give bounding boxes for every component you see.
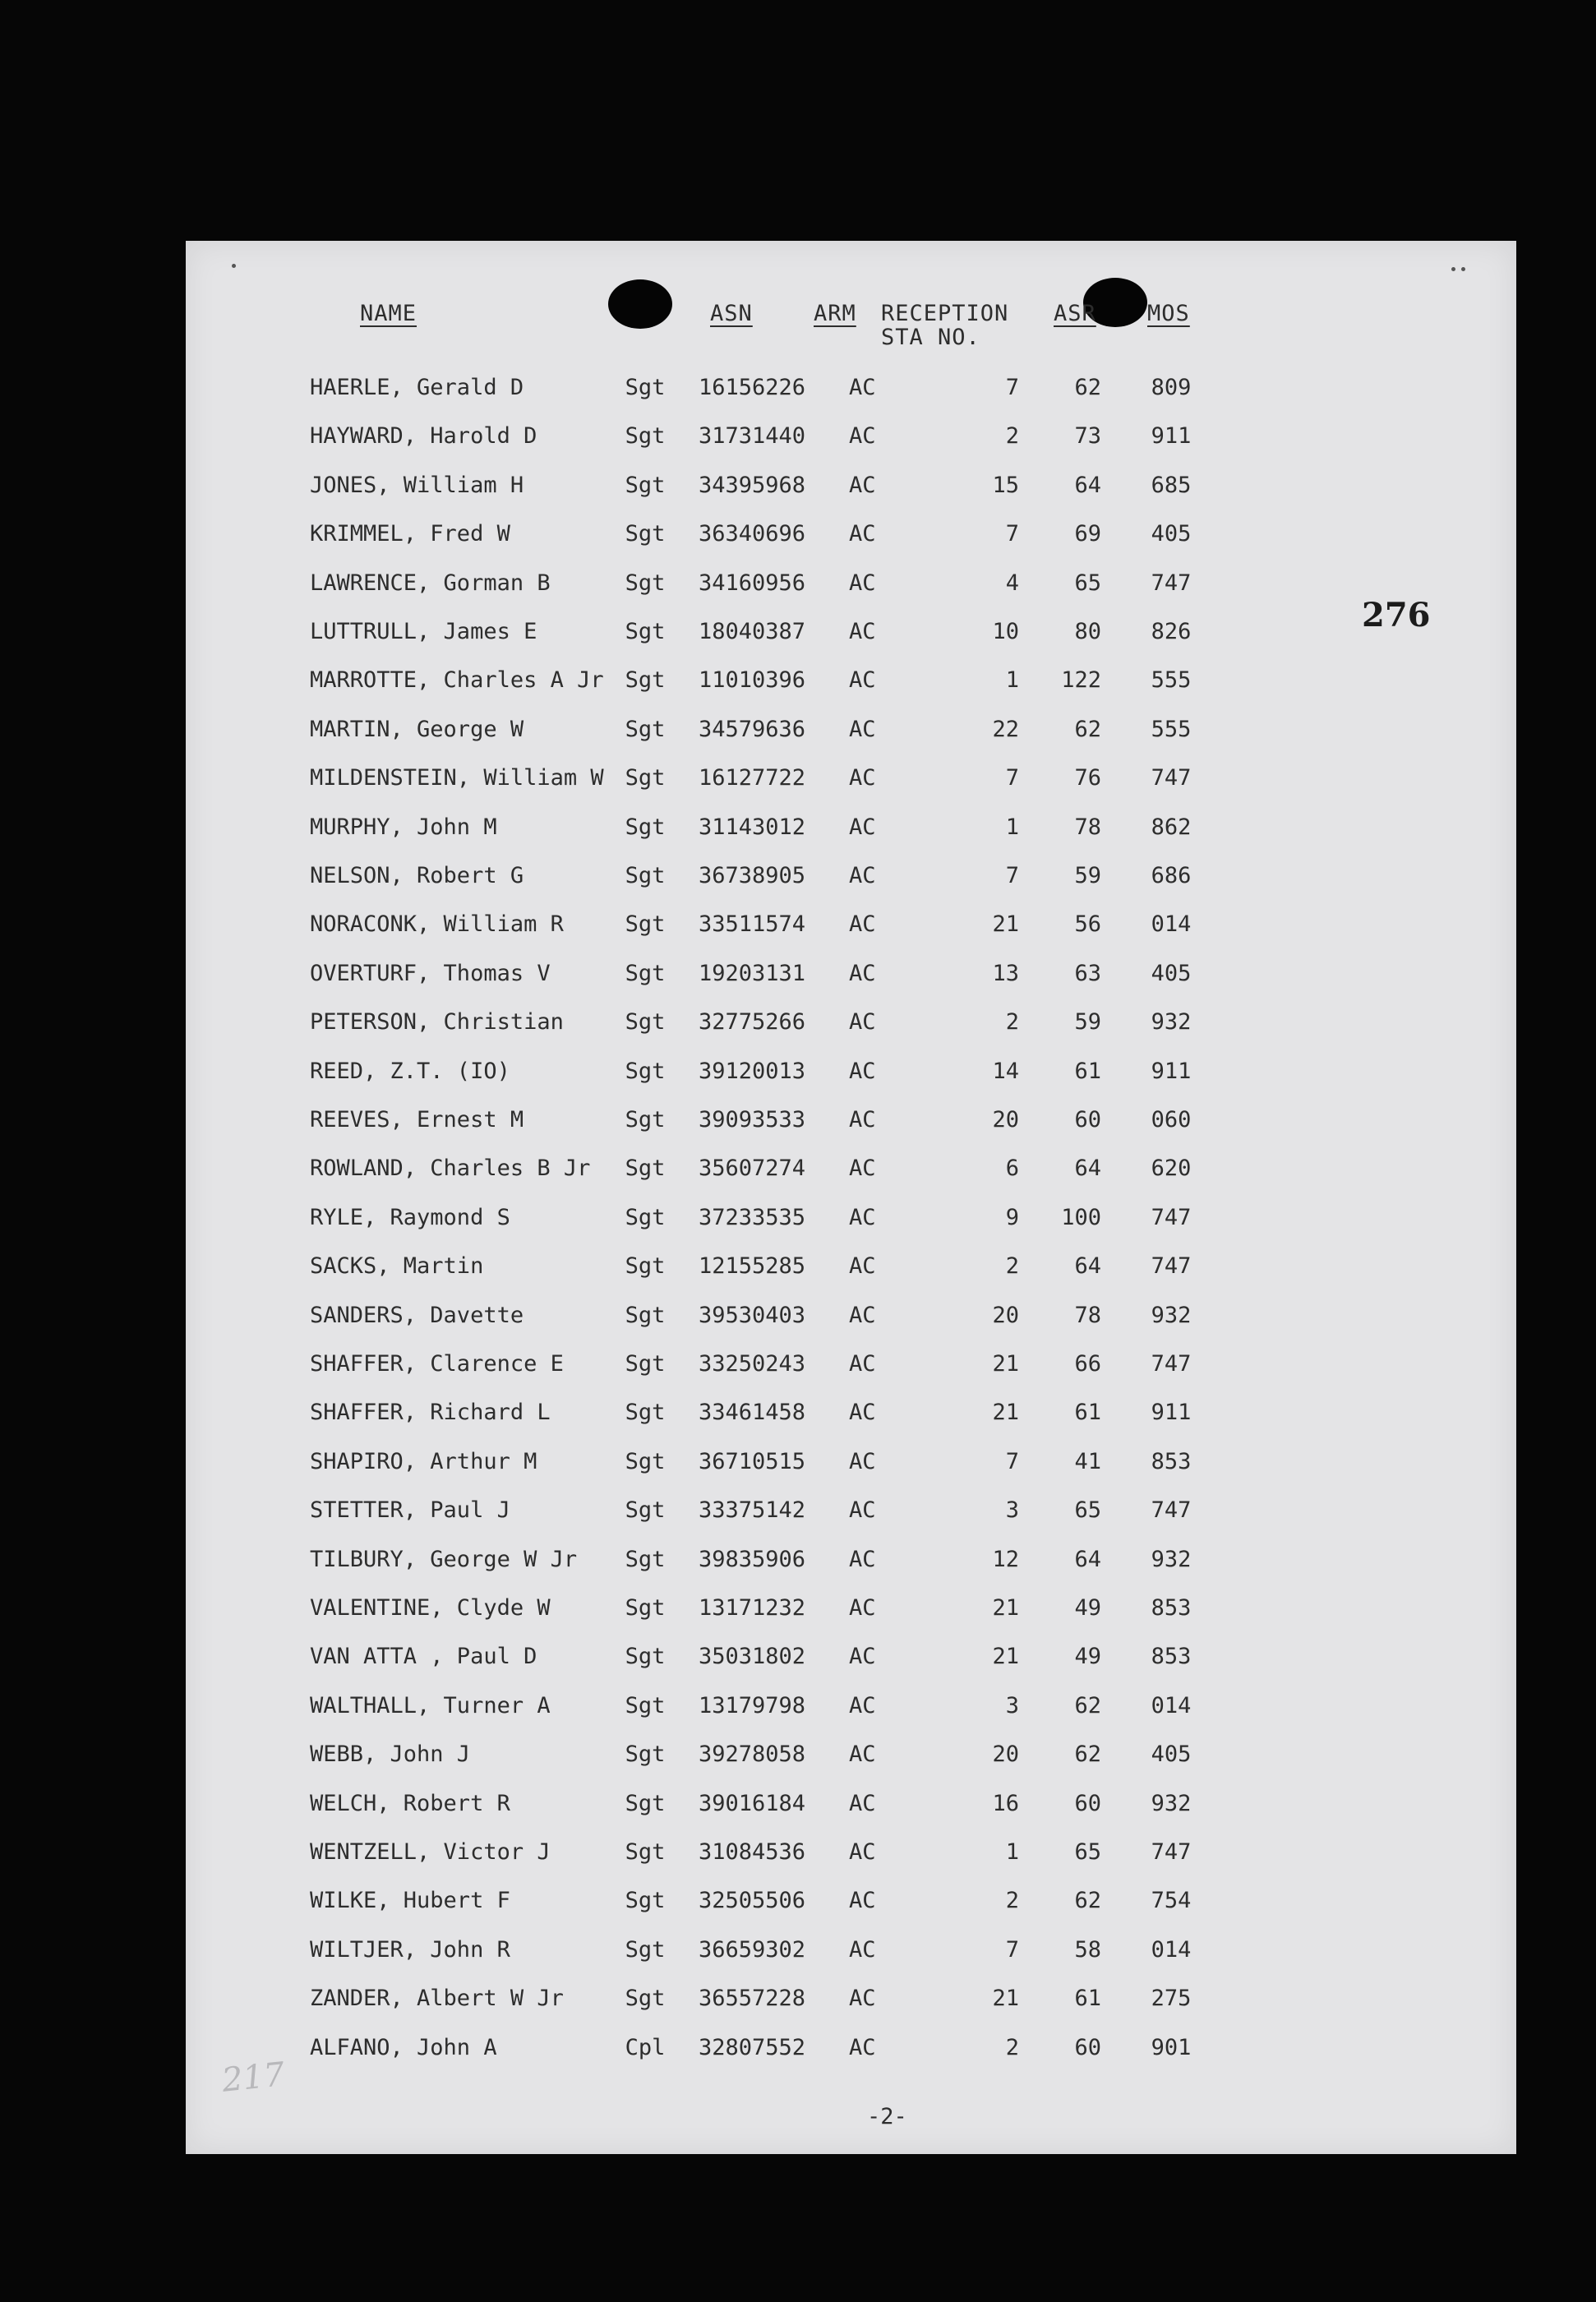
cell-grade: Sgt (625, 1888, 666, 1913)
cell-sta-no: 20 (992, 1107, 1019, 1133)
cell-name: REED, Z.T. (IO) (310, 1059, 510, 1084)
cell-arm: AC (849, 1693, 876, 1718)
cell-asr: 62 (1074, 717, 1101, 742)
cell-asr: 64 (1074, 1156, 1101, 1181)
cell-name: ZANDER, Albert W Jr (310, 1986, 564, 2011)
cell-asr: 69 (1074, 521, 1101, 547)
cell-mos: 932 (1151, 1547, 1192, 1572)
cell-name: JONES, William H (310, 473, 524, 498)
cell-arm: AC (849, 1937, 876, 1963)
cell-mos: 405 (1151, 521, 1192, 547)
header-arm: ARM (814, 301, 856, 326)
cell-mos: 911 (1151, 1400, 1192, 1425)
cell-name: NELSON, Robert G (310, 863, 524, 888)
cell-name: LAWRENCE, Gorman B (310, 570, 551, 596)
cell-mos: 275 (1151, 1986, 1192, 2011)
cell-asr: 56 (1074, 911, 1101, 937)
paper-speck (232, 264, 236, 268)
cell-name: KRIMMEL, Fred W (310, 521, 510, 547)
cell-asn: 34579636 (699, 717, 806, 742)
cell-arm: AC (849, 1156, 876, 1181)
cell-arm: AC (849, 717, 876, 742)
cell-grade: Sgt (625, 961, 666, 986)
cell-mos: 862 (1151, 814, 1192, 840)
cell-asn: 31084536 (699, 1839, 806, 1865)
cell-name: SHAPIRO, Arthur M (310, 1449, 537, 1474)
cell-name: WEBB, John J (310, 1741, 471, 1767)
cell-asr: 64 (1074, 473, 1101, 498)
cell-asn: 31143012 (699, 814, 806, 840)
cell-asn: 36738905 (699, 863, 806, 888)
cell-arm: AC (849, 814, 876, 840)
cell-sta-no: 7 (1005, 1937, 1019, 1963)
cell-asn: 18040387 (699, 619, 806, 644)
cell-asn: 31731440 (699, 423, 806, 449)
cell-sta-no: 3 (1005, 1497, 1019, 1523)
cell-mos: 932 (1151, 1303, 1192, 1328)
cell-grade: Sgt (625, 1059, 666, 1084)
cell-name: WALTHALL, Turner A (310, 1693, 551, 1718)
cell-sta-no: 7 (1005, 765, 1019, 791)
cell-grade: Sgt (625, 1156, 666, 1181)
cell-sta-no: 20 (992, 1303, 1019, 1328)
cell-name: OVERTURF, Thomas V (310, 961, 551, 986)
cell-asn: 36710515 (699, 1449, 806, 1474)
cell-grade: Sgt (625, 1351, 666, 1377)
cell-asr: 61 (1074, 1986, 1101, 2011)
cell-asr: 66 (1074, 1351, 1101, 1377)
cell-arm: AC (849, 1107, 876, 1133)
cell-asn: 11010396 (699, 667, 806, 693)
cell-mos: 747 (1151, 765, 1192, 791)
cell-asr: 78 (1074, 1303, 1101, 1328)
cell-mos: 826 (1151, 619, 1192, 644)
cell-mos: 853 (1151, 1595, 1192, 1621)
cell-asn: 33375142 (699, 1497, 806, 1523)
cell-grade: Sgt (625, 1986, 666, 2011)
cell-asr: 80 (1074, 619, 1101, 644)
cell-name: NORACONK, William R (310, 911, 564, 937)
cell-mos: 853 (1151, 1644, 1192, 1669)
cell-grade: Sgt (625, 1497, 666, 1523)
cell-mos: 014 (1151, 1937, 1192, 1963)
cell-grade: Sgt (625, 814, 666, 840)
cell-arm: AC (849, 375, 876, 400)
cell-asn: 34160956 (699, 570, 806, 596)
cell-arm: AC (849, 765, 876, 791)
cell-sta-no: 21 (992, 911, 1019, 937)
cell-mos: 747 (1151, 1253, 1192, 1279)
cell-mos: 620 (1151, 1156, 1192, 1181)
cell-asr: 65 (1074, 1839, 1101, 1865)
paper-speck (1451, 267, 1455, 271)
header-mos: MOS (1147, 301, 1190, 326)
header-name: NAME (360, 301, 417, 326)
cell-arm: AC (849, 1986, 876, 2011)
cell-arm: AC (849, 1059, 876, 1084)
cell-arm: AC (849, 521, 876, 547)
cell-asn: 36340696 (699, 521, 806, 547)
cell-name: TILBURY, George W Jr (310, 1547, 578, 1572)
cell-sta-no: 2 (1005, 1888, 1019, 1913)
cell-asn: 37233535 (699, 1205, 806, 1230)
cell-sta-no: 22 (992, 717, 1019, 742)
cell-arm: AC (849, 2035, 876, 2060)
cell-asn: 32775266 (699, 1009, 806, 1035)
cell-sta-no: 16 (992, 1791, 1019, 1816)
cell-sta-no: 7 (1005, 1449, 1019, 1474)
cell-mos: 060 (1151, 1107, 1192, 1133)
cell-arm: AC (849, 1303, 876, 1328)
cell-grade: Sgt (625, 1253, 666, 1279)
header-asn: ASN (710, 301, 753, 326)
cell-asr: 59 (1074, 1009, 1101, 1035)
cell-name: MILDENSTEIN, William W (310, 765, 604, 791)
cell-name: HAERLE, Gerald D (310, 375, 524, 400)
cell-arm: AC (849, 1009, 876, 1035)
page-number: -2- (867, 2104, 907, 2129)
cell-sta-no: 2 (1005, 1253, 1019, 1279)
header-reception: RECEPTION (881, 301, 1009, 326)
cell-name: VAN ATTA , Paul D (310, 1644, 537, 1669)
cell-asr: 59 (1074, 863, 1101, 888)
cell-asn: 36557228 (699, 1986, 806, 2011)
cell-asr: 122 (1061, 667, 1101, 693)
cell-name: LUTTRULL, James E (310, 619, 537, 644)
cell-arm: AC (849, 619, 876, 644)
cell-arm: AC (849, 1888, 876, 1913)
cell-asn: 39120013 (699, 1059, 806, 1084)
cell-arm: AC (849, 1791, 876, 1816)
cell-asn: 33250243 (699, 1351, 806, 1377)
cell-mos: 686 (1151, 863, 1192, 888)
cell-name: VALENTINE, Clyde W (310, 1595, 551, 1621)
cell-grade: Sgt (625, 570, 666, 596)
cell-sta-no: 4 (1005, 570, 1019, 596)
cell-mos: 014 (1151, 911, 1192, 937)
header-sta-no: STA NO. (881, 325, 980, 350)
cell-sta-no: 1 (1005, 1839, 1019, 1865)
cell-sta-no: 9 (1005, 1205, 1019, 1230)
cell-name: ROWLAND, Charles B Jr (310, 1156, 591, 1181)
cell-asn: 12155285 (699, 1253, 806, 1279)
cell-grade: Sgt (625, 423, 666, 449)
cell-grade: Sgt (625, 911, 666, 937)
cell-arm: AC (849, 473, 876, 498)
cell-mos: 685 (1151, 473, 1192, 498)
cell-sta-no: 14 (992, 1059, 1019, 1084)
cell-grade: Sgt (625, 1693, 666, 1718)
cell-asr: 49 (1074, 1595, 1101, 1621)
cell-asn: 33511574 (699, 911, 806, 937)
cell-grade: Cpl (625, 2035, 666, 2060)
cell-asn: 16156226 (699, 375, 806, 400)
cell-grade: Sgt (625, 1449, 666, 1474)
cell-name: SANDERS, Davette (310, 1303, 524, 1328)
cell-asr: 58 (1074, 1937, 1101, 1963)
cell-grade: Sgt (625, 619, 666, 644)
cell-name: REEVES, Ernest M (310, 1107, 524, 1133)
cell-sta-no: 2 (1005, 1009, 1019, 1035)
cell-grade: Sgt (625, 1791, 666, 1816)
cell-asn: 39278058 (699, 1741, 806, 1767)
cell-asn: 35031802 (699, 1644, 806, 1669)
cell-mos: 809 (1151, 375, 1192, 400)
cell-grade: Sgt (625, 375, 666, 400)
cell-asr: 65 (1074, 1497, 1101, 1523)
cell-sta-no: 7 (1005, 375, 1019, 400)
cell-mos: 555 (1151, 717, 1192, 742)
cell-asr: 64 (1074, 1547, 1101, 1572)
cell-asr: 100 (1061, 1205, 1101, 1230)
cell-asn: 13179798 (699, 1693, 806, 1718)
cell-grade: Sgt (625, 521, 666, 547)
cell-mos: 405 (1151, 961, 1192, 986)
cell-grade: Sgt (625, 1303, 666, 1328)
cell-asn: 16127722 (699, 765, 806, 791)
cell-sta-no: 1 (1005, 667, 1019, 693)
cell-asn: 39093533 (699, 1107, 806, 1133)
cell-asr: 61 (1074, 1400, 1101, 1425)
cell-arm: AC (849, 1351, 876, 1377)
cell-asn: 33461458 (699, 1400, 806, 1425)
cell-name: HAYWARD, Harold D (310, 423, 537, 449)
cell-sta-no: 2 (1005, 423, 1019, 449)
cell-sta-no: 7 (1005, 521, 1019, 547)
cell-sta-no: 10 (992, 619, 1019, 644)
cell-name: ALFANO, John A (310, 2035, 497, 2060)
cell-sta-no: 21 (992, 1351, 1019, 1377)
cell-sta-no: 2 (1005, 2035, 1019, 2060)
cell-asr: 76 (1074, 765, 1101, 791)
cell-asr: 60 (1074, 2035, 1101, 2060)
cell-sta-no: 1 (1005, 814, 1019, 840)
cell-arm: AC (849, 1205, 876, 1230)
cell-arm: AC (849, 667, 876, 693)
cell-asr: 73 (1074, 423, 1101, 449)
cell-name: WENTZELL, Victor J (310, 1839, 551, 1865)
cell-name: WILTJER, John R (310, 1937, 510, 1963)
cell-sta-no: 6 (1005, 1156, 1019, 1181)
cell-asr: 62 (1074, 1693, 1101, 1718)
cell-sta-no: 3 (1005, 1693, 1019, 1718)
cell-asn: 36659302 (699, 1937, 806, 1963)
cell-grade: Sgt (625, 1644, 666, 1669)
header-asr: ASR (1054, 301, 1096, 326)
cell-grade: Sgt (625, 1205, 666, 1230)
cell-grade: Sgt (625, 717, 666, 742)
cell-grade: Sgt (625, 1547, 666, 1572)
cell-mos: 932 (1151, 1009, 1192, 1035)
cell-arm: AC (849, 1644, 876, 1669)
cell-arm: AC (849, 961, 876, 986)
cell-mos: 754 (1151, 1888, 1192, 1913)
cell-grade: Sgt (625, 1839, 666, 1865)
cell-sta-no: 21 (992, 1595, 1019, 1621)
cell-asr: 63 (1074, 961, 1101, 986)
cell-name: SACKS, Martin (310, 1253, 484, 1279)
cell-grade: Sgt (625, 1400, 666, 1425)
cell-arm: AC (849, 911, 876, 937)
cell-sta-no: 21 (992, 1986, 1019, 2011)
cell-mos: 911 (1151, 1059, 1192, 1084)
cell-asr: 62 (1074, 1888, 1101, 1913)
cell-mos: 405 (1151, 1741, 1192, 1767)
cell-sta-no: 7 (1005, 863, 1019, 888)
cell-asr: 60 (1074, 1107, 1101, 1133)
cell-grade: Sgt (625, 473, 666, 498)
cell-arm: AC (849, 1547, 876, 1572)
cell-mos: 747 (1151, 1497, 1192, 1523)
cell-name: PETERSON, Christian (310, 1009, 564, 1035)
cell-arm: AC (849, 423, 876, 449)
cell-arm: AC (849, 1400, 876, 1425)
cell-arm: AC (849, 1839, 876, 1865)
cell-name: MARROTTE, Charles A Jr (310, 667, 604, 693)
cell-mos: 853 (1151, 1449, 1192, 1474)
cell-name: STETTER, Paul J (310, 1497, 510, 1523)
cell-mos: 747 (1151, 1839, 1192, 1865)
cell-name: MURPHY, John M (310, 814, 497, 840)
cell-asr: 41 (1074, 1449, 1101, 1474)
cell-mos: 747 (1151, 1351, 1192, 1377)
cell-asn: 34395968 (699, 473, 806, 498)
cell-name: SHAFFER, Richard L (310, 1400, 551, 1425)
cell-grade: Sgt (625, 1009, 666, 1035)
cell-sta-no: 21 (992, 1644, 1019, 1669)
cell-asn: 32505506 (699, 1888, 806, 1913)
punch-hole-left (608, 279, 672, 329)
stamp-number: 276 (1362, 596, 1431, 634)
cell-mos: 747 (1151, 1205, 1192, 1230)
cell-grade: Sgt (625, 1741, 666, 1767)
cell-mos: 901 (1151, 2035, 1192, 2060)
cell-grade: Sgt (625, 765, 666, 791)
cell-sta-no: 20 (992, 1741, 1019, 1767)
cell-sta-no: 15 (992, 473, 1019, 498)
cell-arm: AC (849, 1497, 876, 1523)
cell-grade: Sgt (625, 1937, 666, 1963)
cell-grade: Sgt (625, 1595, 666, 1621)
cell-sta-no: 12 (992, 1547, 1019, 1572)
cell-asr: 64 (1074, 1253, 1101, 1279)
cell-asr: 62 (1074, 1741, 1101, 1767)
cell-arm: AC (849, 1253, 876, 1279)
cell-arm: AC (849, 570, 876, 596)
cell-sta-no: 13 (992, 961, 1019, 986)
cell-mos: 014 (1151, 1693, 1192, 1718)
cell-arm: AC (849, 1449, 876, 1474)
cell-mos: 911 (1151, 423, 1192, 449)
cell-asn: 13171232 (699, 1595, 806, 1621)
cell-name: WELCH, Robert R (310, 1791, 510, 1816)
cell-asn: 32807552 (699, 2035, 806, 2060)
cell-arm: AC (849, 863, 876, 888)
cell-mos: 747 (1151, 570, 1192, 596)
cell-asn: 39835906 (699, 1547, 806, 1572)
cell-asn: 39530403 (699, 1303, 806, 1328)
cell-mos: 932 (1151, 1791, 1192, 1816)
cell-asr: 49 (1074, 1644, 1101, 1669)
cell-name: WILKE, Hubert F (310, 1888, 510, 1913)
cell-asr: 62 (1074, 375, 1101, 400)
cell-asr: 78 (1074, 814, 1101, 840)
cell-asr: 61 (1074, 1059, 1101, 1084)
cell-arm: AC (849, 1595, 876, 1621)
cell-name: RYLE, Raymond S (310, 1205, 510, 1230)
cell-grade: Sgt (625, 1107, 666, 1133)
cell-sta-no: 21 (992, 1400, 1019, 1425)
cell-arm: AC (849, 1741, 876, 1767)
cell-name: MARTIN, George W (310, 717, 524, 742)
cell-mos: 555 (1151, 667, 1192, 693)
cell-asn: 35607274 (699, 1156, 806, 1181)
cell-asn: 19203131 (699, 961, 806, 986)
cell-asr: 60 (1074, 1791, 1101, 1816)
cell-name: SHAFFER, Clarence E (310, 1351, 564, 1377)
cell-asn: 39016184 (699, 1791, 806, 1816)
cell-grade: Sgt (625, 667, 666, 693)
pencil-note: 217 (219, 2055, 287, 2100)
cell-asr: 65 (1074, 570, 1101, 596)
cell-grade: Sgt (625, 863, 666, 888)
paper-speck (1461, 267, 1465, 271)
